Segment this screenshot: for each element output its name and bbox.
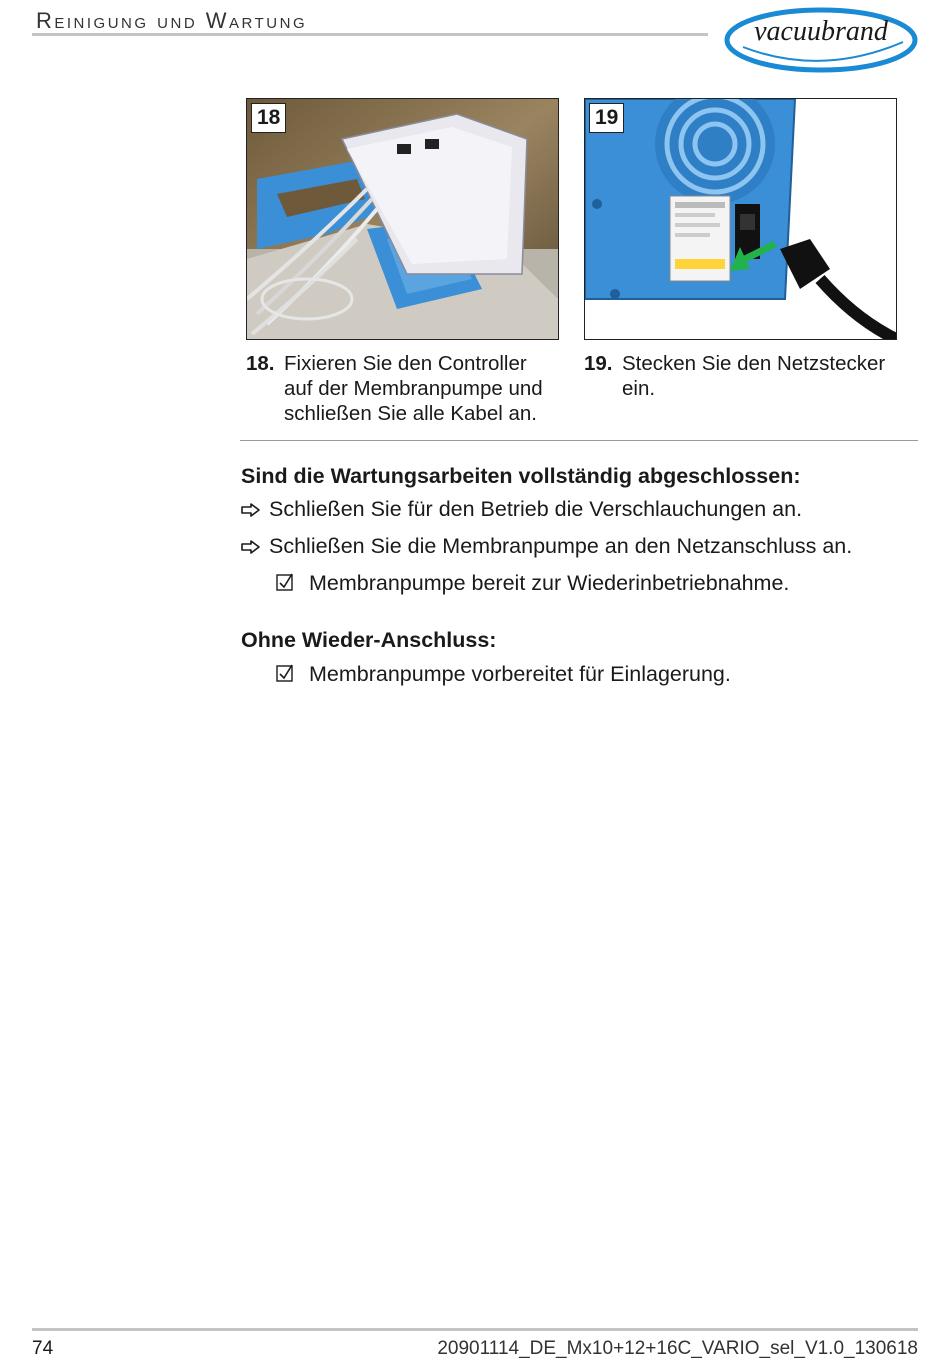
page-number: 74 — [32, 1338, 54, 1359]
vacuubrand-logo — [723, 7, 920, 73]
section-divider — [240, 440, 918, 441]
figure-18 — [246, 98, 559, 340]
figure-number-18: 18 — [251, 103, 286, 133]
action-item — [241, 533, 852, 560]
header-rule — [32, 33, 708, 36]
result-text: Membranpumpe vorbereitet für Einlagerung. — [309, 662, 731, 686]
step-line: ein. — [622, 377, 656, 400]
hollow-arrow-icon — [241, 497, 269, 523]
result-text: Membranpumpe bereit zur Wiederinbetriebnahme. — [309, 571, 790, 595]
document-id: 20901114_DE_Mx10+12+16C_VARIO_sel_V1.0_130618 — [437, 1338, 918, 1359]
power-plug-insert-photo — [585, 99, 896, 339]
hollow-arrow-icon — [241, 534, 269, 560]
action-item — [241, 496, 802, 523]
step-text — [284, 351, 543, 426]
step-line: Stecken Sie den Netzstecker — [622, 352, 886, 375]
no-reconnect-heading: Ohne Wieder-Anschluss: — [241, 628, 497, 652]
checkbox-checked-icon — [276, 571, 309, 597]
step-text — [622, 351, 885, 401]
result-item — [276, 661, 731, 688]
action-text: Schließen Sie die Membranpumpe an den Netzanschluss an. — [269, 534, 853, 558]
checkbox-checked-icon — [276, 662, 309, 688]
page-header-title: Reinigung und Wartung — [36, 8, 308, 33]
footer-rule — [32, 1328, 918, 1331]
controller-on-pump-photo — [247, 99, 558, 339]
step-line: auf der Membranpumpe und — [284, 377, 543, 400]
step-line: Fixieren Sie den Controller — [284, 352, 527, 375]
figure-19 — [584, 98, 897, 340]
action-text: Schließen Sie für den Betrieb die Verschlauchungen an. — [269, 497, 803, 521]
logo-text: vacuubrand — [754, 16, 888, 47]
step-number: 19. — [584, 352, 613, 375]
figure-number-19: 19 — [589, 103, 624, 133]
step-number: 18. — [246, 352, 275, 375]
step-line: schließen Sie alle Kabel an. — [284, 402, 537, 425]
completion-heading: Sind die Wartungsarbeiten vollständig abgeschlossen: — [241, 464, 801, 488]
result-item — [276, 570, 789, 597]
